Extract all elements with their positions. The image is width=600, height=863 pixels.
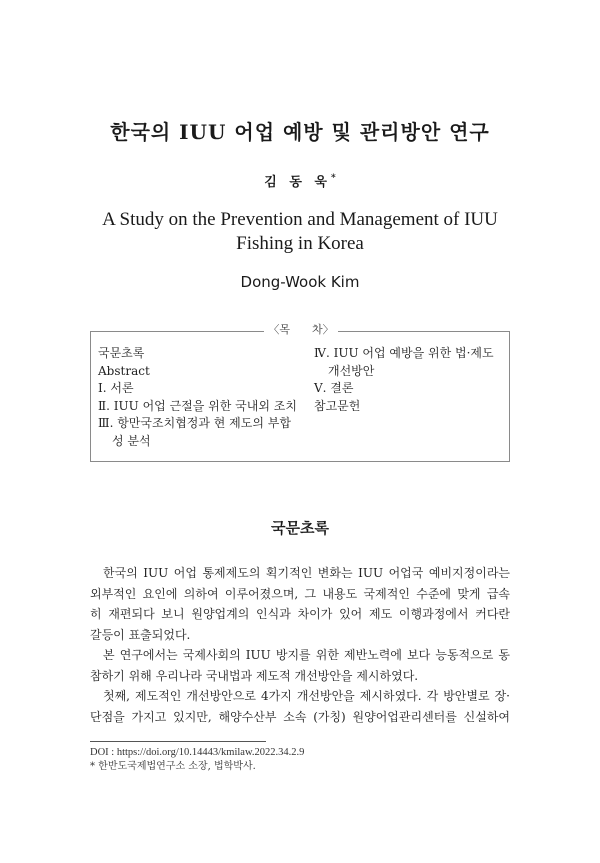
paper-title-english-line-2: Fishing in Korea (236, 233, 364, 254)
abstract-line: 단점을 가지고 있지만, 해양수산부 소속 (가칭) 원양어업관리센터를 신설하여 (90, 709, 510, 724)
abstract-line: 갈등이 표출되었다. (90, 627, 191, 642)
author-name-english: Dong-Wook Kim (240, 273, 360, 291)
abstract-line: 본 연구에서는 국제사회의 IUU 방지를 위한 제반노력에 보다 능동적으로 동 (103, 648, 510, 662)
abstract-line: 첫째, 제도적인 개선방안으로 4가지 개선방안을 제시하였다. 각 방안별로 장· (103, 689, 510, 703)
abstract-line: 히 재편되다 보니 원양업계의 인식과 차이가 있어 제도 이행과정에서 커다란 (90, 607, 510, 621)
abstract-line: 외부적인 요인에 의하여 이루어졌으며, 그 내용도 국제적인 수준에 맞게 급속 (90, 586, 510, 601)
toc-right-column (314, 345, 509, 415)
abstract-body (90, 563, 510, 727)
author-name-korean (0, 171, 600, 190)
table-of-contents (90, 323, 510, 462)
toc-item-conclusion: Ⅴ. 결론 (314, 381, 354, 395)
author-footnote-mark: * (331, 173, 336, 184)
toc-item-section-3-cont: 성 분석 (112, 433, 151, 448)
toc-item-section-3: Ⅲ. 항만국조치협정과 현 제도의 부합 (98, 416, 291, 430)
toc-item-section-4-cont: 개선방안 (328, 363, 375, 378)
abstract-line: 한국의 IUU 어업 통제제도의 획기적인 변화는 IUU 어업국 예비지정이라는 (103, 566, 510, 580)
paper-title-korean: 한국의 IUU 어업 예방 및 관리방안 연구 (110, 120, 490, 144)
author-affiliation-footnote: * 한반도국제법연구소 소장, 법학박사. (90, 761, 256, 772)
toc-heading (91, 323, 511, 337)
toc-left-column (98, 345, 303, 450)
toc-item-section-4: Ⅳ. IUU 어업 예방을 위한 법·제도 (314, 346, 494, 360)
footnotes (90, 746, 510, 774)
paper-title-english (0, 208, 600, 256)
toc-item-section-2: Ⅱ. IUU 어업 근절을 위한 국내외 조치 (98, 398, 297, 413)
toc-item-abstract-english: Abstract (98, 363, 150, 378)
toc-item-references: 참고문헌 (314, 398, 361, 413)
paper-title-english-line-1: A Study on the Prevention and Management of IUU (102, 209, 498, 230)
doi-footnote: DOI : https://doi.org/10.14443/kmilaw.2022.34.2.9 (90, 747, 305, 758)
abstract-line: 참하기 위해 우리나라 국내법과 제도적 개선방안을 제시하였다. (90, 668, 419, 683)
footnote-divider (90, 741, 266, 742)
toc-item-abstract-korean: 국문초록 (98, 346, 145, 360)
author-name-korean-text: 김 동 욱 (264, 175, 331, 190)
toc-heading-text: 〈목 차〉 (264, 323, 337, 336)
toc-item-introduction: Ⅰ. 서론 (98, 381, 134, 395)
abstract-heading: 국문초록 (271, 519, 329, 537)
